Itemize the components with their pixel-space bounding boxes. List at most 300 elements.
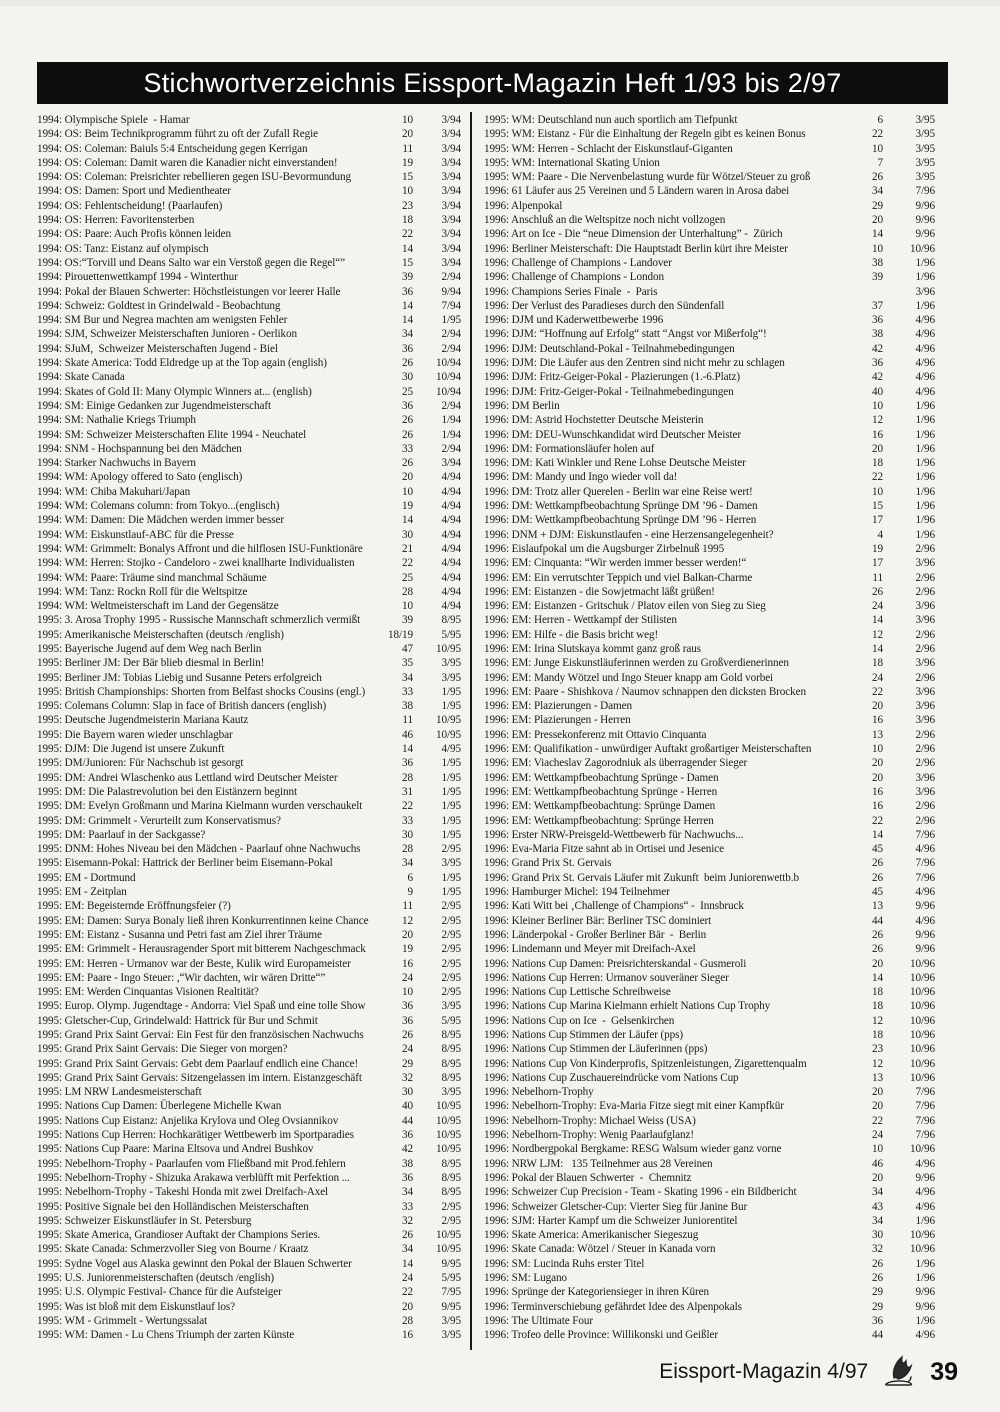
index-entry — [37, 170, 461, 184]
entry-page-number: 24 — [402, 1272, 413, 1285]
entry-page-number: 28 — [402, 1314, 413, 1327]
entry-page-number: 22 — [402, 800, 413, 813]
entry-title: 1995: Colemans Column: Slap in face of British dancers (english) — [37, 700, 327, 713]
entry-title: 1996: DM: Wettkampfbeobachtung Sprünge DM ’96 - Damen — [484, 500, 758, 513]
entry-issue-number: 2/94 — [441, 271, 461, 284]
index-entry — [37, 957, 461, 971]
entry-page-number: 26 — [872, 585, 883, 598]
entry-page-number: 30 — [402, 371, 413, 384]
entry-page-number: 14 — [872, 614, 883, 627]
entry-page-number: 12 — [872, 414, 883, 427]
index-entry — [484, 1142, 935, 1156]
index-entry — [37, 1271, 461, 1285]
entry-issue-number: 4/95 — [441, 743, 461, 756]
footer-page-number: 39 — [930, 1357, 958, 1386]
index-entry — [37, 1071, 461, 1085]
entry-page-number: 14 — [402, 242, 413, 255]
index-entry — [37, 742, 461, 756]
entry-issue-number: 3/94 — [441, 228, 461, 241]
entry-page-number: 11 — [402, 900, 413, 913]
index-entry — [37, 499, 461, 513]
index-entry — [484, 1228, 935, 1242]
entry-page-number: 34 — [872, 185, 883, 198]
entry-page-number: 36 — [872, 1314, 883, 1327]
entry-title: 1996: SJM: Harter Kampf um die Schweizer Juniorentitel — [484, 1214, 738, 1227]
entry-page-number — [847, 285, 883, 299]
entry-title: 1996: DM: Mandy und Ingo wieder voll da! — [484, 471, 678, 484]
index-entry — [484, 1042, 935, 1056]
entry-page-number: 34 — [872, 1186, 883, 1199]
entry-issue-number: 10/95 — [436, 1100, 461, 1113]
entry-page-number: 20 — [402, 1300, 413, 1313]
entry-issue-number: 4/94 — [441, 557, 461, 570]
entry-issue-number: 2/95 — [441, 914, 461, 927]
entry-page-number: 42 — [872, 371, 883, 384]
index-entry — [37, 828, 461, 842]
index-entry — [484, 1200, 935, 1214]
entry-page-number: 20 — [402, 928, 413, 941]
entry-issue-number: 3/95 — [915, 128, 935, 141]
index-entry — [37, 799, 461, 813]
column-divider — [470, 112, 472, 1350]
entry-issue-number: 1/96 — [915, 1214, 935, 1227]
entry-issue-number: 9/96 — [915, 900, 935, 913]
index-entry — [484, 456, 935, 470]
entry-title: 1994: OS: Beim Technikprogramm führt zu oft der Zufall Regie — [37, 128, 319, 141]
entry-title: 1996: 61 Läufer aus 25 Vereinen und 5 Ländern waren in Arosa dabei — [484, 185, 790, 198]
entry-issue-number: 4/96 — [915, 1329, 935, 1342]
entry-issue-number: 9/96 — [915, 1171, 935, 1184]
entry-issue-number: 1/95 — [441, 886, 461, 899]
index-entry — [37, 1114, 461, 1128]
entry-issue-number: 5/95 — [441, 1272, 461, 1285]
entry-issue-number: 10/96 — [910, 1043, 935, 1056]
index-entry — [37, 985, 461, 999]
entry-page-number: 30 — [402, 828, 413, 841]
index-entry — [37, 227, 461, 241]
entry-issue-number: 3/94 — [441, 171, 461, 184]
entry-title: 1996: DM: Trotz aller Querelen - Berlin war eine Reise wert! — [484, 485, 753, 498]
entry-issue-number: 10/95 — [436, 728, 461, 741]
entry-title: 1994: Olympische Spiele - Hamar — [37, 114, 190, 126]
entry-title: 1996: DJM: Die Läufer aus den Zentren sind nicht mehr zu schlagen — [484, 357, 785, 370]
entry-issue-number: 9/96 — [915, 1300, 935, 1313]
entry-issue-number: 7/94 — [441, 299, 461, 312]
entry-page-number: 29 — [402, 1057, 413, 1070]
entry-title: 1994: SJuM, Schweizer Meisterschaften Jugend - Biel — [37, 342, 278, 355]
entry-issue-number: 1/96 — [915, 471, 935, 484]
entry-page-number: 15 — [402, 171, 413, 184]
entry-page-number: 10 — [872, 142, 883, 155]
index-column-left — [37, 113, 461, 1343]
index-entry — [484, 470, 935, 484]
entry-issue-number: 2/96 — [915, 571, 935, 584]
entry-page-number: 18/19 — [388, 628, 413, 641]
entry-issue-number: 4/94 — [441, 514, 461, 527]
entry-issue-number: 7/96 — [915, 871, 935, 884]
index-entry — [484, 971, 935, 985]
entry-issue-number: 2/94 — [441, 328, 461, 341]
entry-title: 1995: EM: Paare - Ingo Steuer: ,“Wir dachten, wir wären Dritte“” — [37, 971, 326, 984]
entry-page-number: 11 — [402, 714, 413, 727]
index-entry — [484, 1285, 935, 1299]
index-entry — [37, 528, 461, 542]
entry-page-number: 20 — [872, 1171, 883, 1184]
entry-title: 1995: EM: Grimmelt - Herausragender Sport mit bitterem Nachgeschmack — [37, 943, 366, 956]
entry-page-number: 26 — [872, 857, 883, 870]
index-entry — [37, 1228, 461, 1242]
entry-issue-number: 4/96 — [915, 314, 935, 327]
index-entry — [484, 1099, 935, 1113]
entry-title: 1995: WM: Eistanz - Für die Einhaltung der Regeln gibt es keinen Bonus — [484, 128, 806, 141]
index-entry — [484, 1028, 935, 1042]
entry-title: 1994: SM Bur und Negrea machten am wenigsten Fehler — [37, 314, 288, 327]
entry-page-number: 17 — [872, 557, 883, 570]
entry-title: 1995: Gletscher-Cup, Grindelwald: Hattrick für Bur und Schmit — [37, 1014, 318, 1027]
index-entry — [37, 1185, 461, 1199]
entry-issue-number: 4/96 — [915, 1200, 935, 1213]
entry-issue-number: 3/94 — [441, 142, 461, 155]
entry-issue-number: 3/96 — [915, 285, 935, 298]
index-entry — [37, 785, 461, 799]
entry-page-number: 10 — [872, 485, 883, 498]
entry-page-number: 10 — [872, 242, 883, 255]
index-entry — [37, 728, 461, 742]
entry-issue-number: 1/95 — [441, 685, 461, 698]
entry-page-number: 22 — [872, 1114, 883, 1127]
entry-page-number: 19 — [402, 500, 413, 513]
entry-page-number: 7 — [877, 156, 883, 169]
entry-page-number: 10 — [872, 743, 883, 756]
entry-title: 1994: Schweiz: Goldtest in Grindelwald - Beobachtung — [37, 299, 281, 312]
entry-page-number: 20 — [872, 771, 883, 784]
index-entry — [37, 1085, 461, 1099]
entry-page-number: 20 — [402, 128, 413, 141]
entry-page-number: 32 — [402, 1214, 413, 1227]
entry-issue-number: 8/95 — [441, 614, 461, 627]
entry-title: 1996: Eva-Maria Fitze sahnt ab in Ortisei und Jesenice — [484, 843, 725, 856]
index-entry — [484, 642, 935, 656]
entry-title: 1994: SM: Nathalie Kriegs Triumph — [37, 414, 196, 427]
entry-page-number: 22 — [402, 228, 413, 241]
entry-issue-number: 2/95 — [441, 986, 461, 999]
index-entry — [37, 184, 461, 198]
entry-issue-number: 1/95 — [441, 757, 461, 770]
entry-page-number: 10 — [402, 485, 413, 498]
index-entry — [484, 428, 935, 442]
index-entry — [37, 899, 461, 913]
entry-title: 1994: OS:“Torvill und Deans Salto war ein Verstoß gegen die Regel“” — [37, 256, 345, 269]
entry-issue-number: 1/96 — [915, 256, 935, 269]
entry-page-number: 46 — [872, 1157, 883, 1170]
entry-title: 1994: WM: Herren: Stojko - Candeloro - zwei knallharte Individualisten — [37, 557, 355, 570]
index-entry — [37, 1314, 461, 1328]
entry-issue-number: 2/95 — [441, 928, 461, 941]
index-entry — [484, 742, 935, 756]
entry-title: 1995: DM/Junioren: Für Nachschub ist gesorgt — [37, 757, 244, 770]
entry-issue-number: 8/95 — [441, 1057, 461, 1070]
entry-page-number: 22 — [872, 685, 883, 698]
entry-issue-number: 1/96 — [915, 500, 935, 513]
entry-title: 1996: EM: Pressekonferenz mit Ottavio Cinquanta — [484, 728, 707, 741]
index-entry — [484, 914, 935, 928]
entry-title: 1996: Lindemann und Meyer mit Dreifach-Axel — [484, 943, 696, 956]
entry-page-number: 38 — [872, 256, 883, 269]
index-entry — [37, 342, 461, 356]
entry-issue-number: 7/96 — [915, 828, 935, 841]
entry-title: 1995: Was ist bloß mit dem Eiskunstlauf los? — [37, 1300, 236, 1313]
entry-issue-number: 10/95 — [436, 1129, 461, 1142]
index-entry — [484, 713, 935, 727]
entry-page-number: 36 — [402, 285, 413, 298]
index-entry — [484, 1085, 935, 1099]
index-entry — [484, 513, 935, 527]
index-entry — [484, 985, 935, 999]
index-entry — [37, 928, 461, 942]
entry-page-number: 6 — [407, 871, 413, 884]
index-entry — [37, 1300, 461, 1314]
entry-page-number: 36 — [402, 1129, 413, 1142]
entry-issue-number: 3/95 — [915, 114, 935, 126]
entry-page-number: 20 — [872, 957, 883, 970]
entry-title: 1994: SNM - Hochspannung bei den Mädchen — [37, 442, 242, 455]
index-entry — [37, 842, 461, 856]
entry-title: 1995: WM: Paare - Die Nervenbelastung wurde für Wötzel/Steuer zu groß — [484, 171, 811, 184]
entry-title: 1995: Berliner JM: Tobias Liebig und Susanne Peters erfolgreich — [37, 671, 322, 684]
entry-title: 1996: Nebelhorn-Trophy — [484, 1086, 594, 1099]
index-entry — [37, 256, 461, 270]
entry-title: 1996: Eislaufpokal um die Augsburger Zirbelnuß 1995 — [484, 542, 725, 555]
entry-title: 1996: DJM: “Hoffnung auf Erfolg“ statt “Angst vor Mißerfolg“! — [484, 328, 767, 341]
entry-title: 1995: EM: Werden Cinquantas Visionen Realtität? — [37, 986, 259, 999]
entry-issue-number: 5/95 — [441, 628, 461, 641]
entry-title: 1994: Skates of Gold II: Many Olympic Winners at... (english) — [37, 385, 312, 398]
index-entry — [37, 599, 461, 613]
entry-page-number: 13 — [872, 1071, 883, 1084]
entry-issue-number: 4/94 — [441, 485, 461, 498]
entry-page-number: 34 — [402, 671, 413, 684]
entry-issue-number: 8/95 — [441, 1071, 461, 1084]
entry-page-number: 14 — [872, 228, 883, 241]
entry-page-number: 33 — [402, 814, 413, 827]
index-entry — [37, 556, 461, 570]
entry-page-number: 26 — [402, 357, 413, 370]
entry-title: 1995: DM: Paarlauf in der Sackgasse? — [37, 828, 206, 841]
entry-page-number: 19 — [402, 156, 413, 169]
entry-issue-number: 10/96 — [910, 1229, 935, 1242]
entry-issue-number: 2/95 — [441, 1200, 461, 1213]
entry-page-number: 34 — [402, 1186, 413, 1199]
entry-issue-number: 3/95 — [441, 671, 461, 684]
entry-issue-number: 2/96 — [915, 585, 935, 598]
entry-issue-number: 3/94 — [441, 199, 461, 212]
index-entry — [37, 771, 461, 785]
entry-issue-number: 4/94 — [441, 500, 461, 513]
entry-title: 1995: Skate Canada: Schmerzvoller Sieg von Bourne / Kraatz — [37, 1243, 309, 1256]
index-entry — [484, 814, 935, 828]
entry-page-number: 28 — [402, 771, 413, 784]
index-entry — [37, 1028, 461, 1042]
entry-page-number: 18 — [402, 214, 413, 227]
entry-page-number: 14 — [872, 828, 883, 841]
entry-page-number: 22 — [402, 1286, 413, 1299]
entry-issue-number: 9/94 — [441, 285, 461, 298]
entry-issue-number: 3/95 — [915, 142, 935, 155]
index-entry — [37, 313, 461, 327]
entry-title: 1996: Grand Prix St. Gervais — [484, 857, 612, 870]
entry-page-number: 14 — [402, 1257, 413, 1270]
entry-issue-number: 2/95 — [441, 943, 461, 956]
entry-issue-number: 1/96 — [915, 1272, 935, 1285]
entry-title: 1996: Art on Ice - Die “neue Dimension der Unterhaltung” - Zürich — [484, 228, 783, 241]
entry-page-number: 20 — [872, 1086, 883, 1099]
index-entry — [484, 285, 935, 299]
entry-title: 1996: EM: Eistanzen - die Sowjetmacht läßt grüßen! — [484, 585, 715, 598]
index-entry — [484, 1257, 935, 1271]
entry-issue-number: 4/96 — [915, 914, 935, 927]
index-entry — [484, 585, 935, 599]
index-entry — [37, 914, 461, 928]
index-entry — [484, 599, 935, 613]
entry-page-number: 10 — [402, 185, 413, 198]
index-entry — [484, 899, 935, 913]
entry-title: 1996: EM: Wettkampfbeobachtung: Sprünge Damen — [484, 800, 716, 813]
index-entry — [484, 227, 935, 241]
entry-title: 1996: Champions Series Finale - Paris — [484, 285, 658, 298]
index-entry — [484, 1242, 935, 1256]
entry-issue-number: 3/94 — [441, 156, 461, 169]
entry-page-number: 24 — [402, 971, 413, 984]
index-entry — [484, 699, 935, 713]
entry-page-number: 38 — [402, 1157, 413, 1170]
index-entry — [37, 542, 461, 556]
entry-page-number: 33 — [402, 685, 413, 698]
entry-issue-number: 9/96 — [915, 228, 935, 241]
entry-page-number: 11 — [402, 142, 413, 155]
entry-title: 1995: LM NRW Landesmeisterschaft — [37, 1086, 202, 1099]
entry-issue-number: 3/95 — [441, 1329, 461, 1342]
entry-page-number: 31 — [402, 785, 413, 798]
index-entry — [484, 1128, 935, 1142]
entry-title: 1995: EM: Eistanz - Susanna und Petri fast am Ziel ihrer Träume — [37, 928, 322, 941]
entry-page-number: 24 — [402, 1043, 413, 1056]
entry-page-number: 14 — [402, 299, 413, 312]
entry-title: 1994: OS: Herren: Favoritensterben — [37, 214, 195, 227]
index-entry — [37, 513, 461, 527]
entry-title: 1996: Nations Cup Von Kinderprofis, Spitzenleistungen, Zigarettenqualm — [484, 1057, 807, 1070]
entry-issue-number: 10/96 — [910, 1014, 935, 1027]
entry-page-number: 20 — [872, 700, 883, 713]
index-entry — [484, 270, 935, 284]
entry-page-number: 13 — [872, 900, 883, 913]
entry-issue-number: 7/96 — [915, 1114, 935, 1127]
entry-title: 1995: Berliner JM: Der Bär blieb diesmal in Berlin! — [37, 657, 265, 670]
entry-title: 1994: OS: Damen: Sport und Medientheater — [37, 185, 231, 198]
entry-issue-number: 10/96 — [910, 1143, 935, 1156]
index-entry — [484, 442, 935, 456]
index-entry — [484, 785, 935, 799]
entry-page-number: 24 — [872, 1129, 883, 1142]
entry-issue-number: 3/95 — [915, 171, 935, 184]
index-entry — [484, 1157, 935, 1171]
entry-title: 1995: WM: Herren - Schlacht der Eiskunstlauf-Giganten — [484, 142, 733, 155]
entry-issue-number: 8/95 — [441, 1029, 461, 1041]
index-entry — [484, 142, 935, 156]
entry-issue-number: 9/96 — [915, 214, 935, 227]
entry-issue-number: 10/94 — [436, 357, 461, 370]
entry-issue-number: 4/96 — [915, 1157, 935, 1170]
entry-page-number: 11 — [872, 571, 883, 584]
entry-page-number: 13 — [872, 728, 883, 741]
entry-title: 1996: Kleiner Berliner Bär: Berliner TSC dominiert — [484, 914, 712, 927]
entry-title: 1995: Nations Cup Paare: Marina Eltsova und Andrei Bushkov — [37, 1143, 314, 1156]
entry-title: 1995: Schweizer Eiskunstläufer in St. Petersburg — [37, 1214, 252, 1227]
entry-title: 1995: EM: Herren - Urmanov war der Beste, Kulik wird Europameister — [37, 957, 351, 970]
index-entry — [37, 1099, 461, 1113]
entry-issue-number: 4/96 — [915, 328, 935, 341]
entry-page-number: 34 — [402, 857, 413, 870]
entry-page-number: 34 — [402, 1243, 413, 1256]
entry-issue-number: 1/95 — [441, 800, 461, 813]
entry-title: 1995: EM - Dortmund — [37, 871, 136, 884]
entry-title: 1996: EM: Cinquanta: “Wir werden immer besser werden!“ — [484, 557, 747, 570]
entry-title: 1994: OS: Coleman: Baiuls 5:4 Entscheidung gegen Kerrigan — [37, 142, 308, 155]
entry-title: 1995: Nations Cup Damen: Überlegene Michelle Kwan — [37, 1100, 282, 1113]
entry-page-number: 16 — [872, 785, 883, 798]
entry-issue-number: 2/96 — [915, 743, 935, 756]
entry-page-number: 14 — [402, 314, 413, 327]
entry-issue-number: 1/95 — [441, 814, 461, 827]
entry-issue-number: 1/95 — [441, 871, 461, 884]
entry-title: 1996: SM: Lucinda Ruhs erster Titel — [484, 1257, 645, 1270]
entry-title: 1996: EM: Ein verrutschter Teppich und viel Balkan-Charme — [484, 571, 753, 584]
entry-page-number: 18 — [872, 986, 883, 999]
entry-issue-number: 1/96 — [915, 1257, 935, 1270]
index-entry — [484, 842, 935, 856]
index-entry — [37, 456, 461, 470]
entry-page-number: 10 — [402, 114, 413, 126]
index-entry — [37, 327, 461, 341]
index-entry — [37, 142, 461, 156]
entry-page-number: 39 — [872, 271, 883, 284]
entry-title: 1995: Eisemann-Pokal: Hattrick der Berliner beim Eisemann-Pokal — [37, 857, 333, 870]
entry-issue-number: 4/96 — [915, 843, 935, 856]
entry-title: 1995: Europ. Olymp. Jugendtage - Andorra: Viel Spaß und eine tolle Show — [37, 1000, 366, 1013]
entry-title: 1996: DJM: Deutschland-Pokal - Teilnahmebedingungen — [484, 342, 735, 355]
index-entry — [484, 1214, 935, 1228]
entry-title: 1995: DM: Die Palastrevolution bei den Eistänzern beginnt — [37, 785, 297, 798]
entry-page-number: 18 — [872, 657, 883, 670]
index-entry — [484, 1314, 935, 1328]
entry-title: 1996: Challenge of Champions - Landover — [484, 256, 672, 269]
entry-title: 1995: DJM: Die Jugend ist unsere Zukunft — [37, 743, 225, 756]
entry-page-number: 9 — [407, 886, 413, 899]
page-title — [37, 62, 948, 104]
entry-page-number: 19 — [402, 943, 413, 956]
index-entry — [37, 356, 461, 370]
index-entry — [37, 942, 461, 956]
entry-title: 1996: Nations Cup Lettische Schreibweise — [484, 986, 671, 999]
entry-issue-number: 1/96 — [915, 528, 935, 541]
entry-issue-number: 3/94 — [441, 185, 461, 198]
entry-page-number: 37 — [872, 299, 883, 312]
index-entry — [37, 485, 461, 499]
entry-issue-number: 2/96 — [915, 757, 935, 770]
entry-page-number: 22 — [402, 557, 413, 570]
entry-issue-number: 1/94 — [441, 428, 461, 441]
index-entry — [37, 856, 461, 870]
entry-page-number: 36 — [402, 399, 413, 412]
